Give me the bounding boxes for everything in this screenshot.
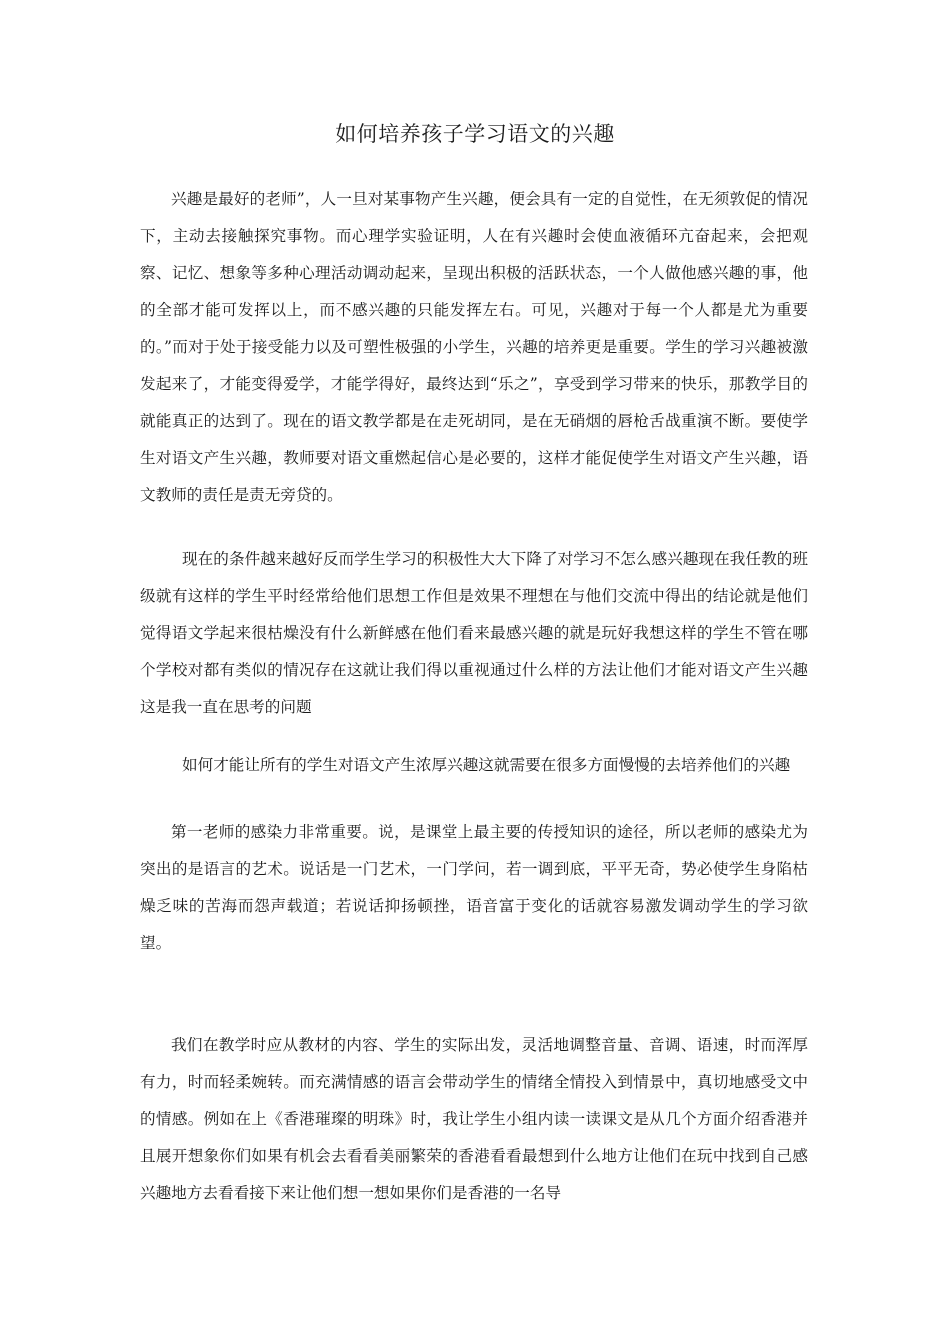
- document-title: 如何培养孩子学习语文的兴趣: [335, 122, 615, 146]
- paragraph-2: 现在的条件越来越好反而学生学习的积极性大大下降了对学习不怎么感兴趣现在我任教的班级就有这样的学生平时经常给他们思想工作但是效果不理想在与他们交流中得出的结论就是他们觉得语文学起来很枯燥没有什么新鲜感在他们看来最感兴趣的就是玩好我想这样的学生不管在哪个学校对都有类似的情况存在这就让我们得以重视通过什么样的方法让他们才能对语文产生兴趣这是我一直在思考的问题: [140, 550, 808, 716]
- paragraph-1: 兴趣是最好的老师”，人一旦对某事物产生兴趣，便会具有一定的自觉性，在无须敦促的情况下，主动去接触探究事物。而心理学实验证明，人在有兴趣时会使血液循环亢奋起来，会把观察、记忆、想象等多种心理活动调动起来，呈现出积极的活跃状态，一个人做他感兴趣的事，他的全部才能可发挥以上，而不感兴趣的只能发挥左右。可见，兴趣对于每一个人都是尤为重要的。”而对于处于接受能力以及可塑性极强的小学生，兴趣的培养更是重要。学生的学习兴趣被激发起来了，才能变得爱学，才能学得好，最终达到“乐之”，享受到学习带来的快乐，那教学目的就能真正的达到了。现在的语文教学都是在走死胡同，是在无硝烟的唇枪舌战重演不断。要使学生对语文产生兴趣，教师要对语文重燃起信心是必要的，这样才能促使学生对语文产生兴趣，语文教师的责任是责无旁贷的。: [140, 190, 808, 504]
- paragraph-4: 第一老师的感染力非常重要。说，是课堂上最主要的传授知识的途径，所以老师的感染尤为突出的是语言的艺术。说话是一门艺术，一门学问，若一调到底，平平无奇，势必使学生身陷枯燥乏味的苦海而怨声载道；若说话抑扬顿挫，语音富于变化的话就容易激发调动学生的学习欲望。: [140, 823, 808, 952]
- paragraph-3: 如何才能让所有的学生对语文产生浓厚兴趣这就需要在很多方面慢慢的去培养他们的兴趣: [182, 756, 791, 774]
- paragraph-5: 我们在教学时应从教材的内容、学生的实际出发，灵活地调整音量、音调、语速，时而浑厚有力，时而轻柔婉转。而充满情感的语言会带动学生的情绪全情投入到情景中，真切地感受文中的情感。例如在上《香港璀璨的明珠》时，我让学生小组内读一读课文是从几个方面介绍香港并且展开想象你们如果有机会去看看美丽繁荣的香港看看最想到什么地方让他们在玩中找到自己感兴趣地方去看看接下来让他们想一想如果你们是香港的一名导: [140, 1036, 808, 1202]
